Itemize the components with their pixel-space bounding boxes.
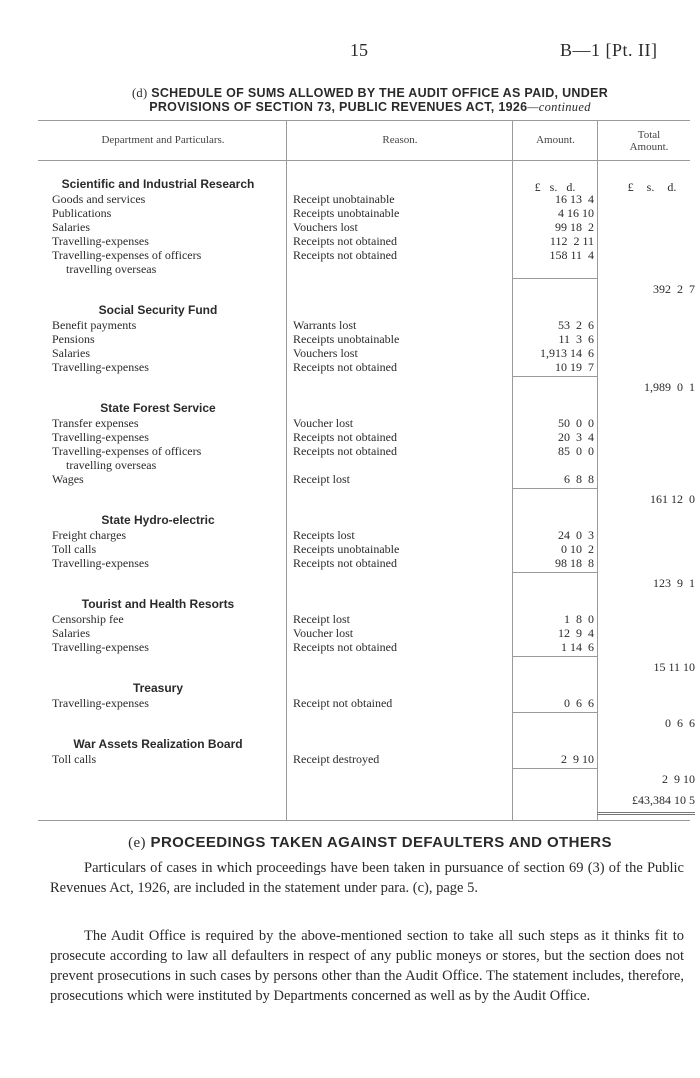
row-amount: 50 0 0 — [558, 416, 594, 430]
section-e-paragraph-2: The Audit Office is required by the above-mentioned section to take all such steps as it thinks fit to prosecute according to law all defaulters in respect of any public moneys or stores, but the section does not prevent prosecutions in such cases by persons other than the Audit Office. The statement includes, therefore, prosecutions which were instituted by Departments concerned as well as by the Audit Office. — [50, 928, 684, 1004]
section-heading: Tourist and Health Resorts — [81, 597, 235, 611]
row-item: Wages — [52, 472, 84, 486]
row-reason: Receipt lost — [293, 612, 350, 626]
row-item: Censorship fee — [52, 612, 124, 626]
section-heading: War Assets Realization Board — [73, 737, 243, 751]
subtotal-rule — [512, 656, 597, 657]
row-item: Toll calls — [52, 542, 97, 556]
schedule-continued: —continued — [527, 100, 591, 114]
row-amount: 53 2 6 — [558, 318, 594, 332]
row-reason: Receipts not obtained — [293, 444, 397, 458]
row-amount: 158 11 4 — [549, 248, 594, 262]
column-header-amount: Amount. — [536, 134, 575, 146]
row-amount: 1 8 0 — [564, 612, 594, 626]
row-amount: 24 0 3 — [558, 528, 594, 542]
row-item: Publications — [52, 206, 112, 220]
currency-pound-total: £ — [627, 180, 634, 194]
currency-pence-total: d. — [667, 180, 677, 194]
row-reason: Receipts unobtainable — [293, 542, 400, 556]
row-item: Travelling-expenses — [52, 234, 149, 248]
row-amount: 85 0 0 — [558, 444, 594, 458]
row-item: Benefit payments — [52, 318, 137, 332]
grand-total: £43,384 10 5 — [632, 793, 695, 807]
section-e-paragraph-1: Particulars of cases in which proceedings have been taken in pursuance of section 69 (3) of the Public Revenues Act, 1926, are included in the statement under para. (c), page 5. — [50, 860, 684, 896]
section-total: 15 11 10 — [653, 660, 695, 674]
row-amount: 98 18 8 — [555, 556, 594, 570]
row-item: Travelling-expenses — [52, 696, 149, 710]
column-divider-reason — [512, 120, 513, 820]
page-number: 15 — [350, 40, 368, 60]
row-item: Travelling-expenses — [52, 430, 149, 444]
row-item: Goods and services — [52, 192, 146, 206]
row-reason: Receipts unobtainable — [293, 332, 400, 346]
section-total: 1,989 0 1 — [644, 380, 695, 394]
section-heading: Treasury — [132, 681, 184, 695]
section-e-title: PROCEEDINGS TAKEN AGAINST DEFAULTERS AND OTHERS — [150, 834, 612, 851]
row-amount: 12 9 4 — [558, 626, 594, 640]
row-amount: 0 10 2 — [561, 542, 594, 556]
row-amount: 10 19 7 — [555, 360, 594, 374]
row-item: Travelling-expenses — [52, 556, 149, 570]
schedule-title — [40, 86, 700, 114]
row-reason: Receipts not obtained — [293, 430, 397, 444]
schedule-title-line1: SCHEDULE OF SUMS ALLOWED BY THE AUDIT OFFICE AS PAID, UNDER — [151, 86, 609, 100]
subtotal-rule — [512, 572, 597, 573]
row-reason: Receipt lost — [293, 472, 350, 486]
column-header-reason: Reason. — [382, 134, 418, 146]
currency-pound: £ — [534, 180, 541, 194]
schedule-title-line2: PROVISIONS OF SECTION 73, PUBLIC REVENUES ACT, 1926 — [149, 100, 528, 114]
column-header-total-line2: Amount. — [629, 141, 669, 153]
section-heading: Social Security Fund — [98, 303, 218, 317]
currency-shillings: s. — [549, 180, 558, 194]
row-amount: 112 2 11 — [549, 234, 594, 248]
row-reason: Vouchers lost — [293, 346, 358, 360]
grand-total-rule — [597, 812, 695, 815]
row-item-continuation: travelling overseas — [66, 262, 157, 276]
column-divider-dept — [286, 120, 287, 820]
subtotal-rule — [512, 488, 597, 489]
row-reason: Receipt not obtained — [293, 696, 393, 710]
row-item: Freight charges — [52, 528, 127, 542]
section-heading: State Hydro-electric — [101, 513, 215, 527]
row-item: Travelling-expenses of officers — [52, 248, 202, 262]
row-item: Travelling-expenses of officers — [52, 444, 202, 458]
row-item: Salaries — [52, 346, 90, 360]
row-amount: 2 9 10 — [561, 752, 594, 766]
row-reason: Receipts unobtainable — [293, 206, 400, 220]
currency-units-total — [610, 180, 694, 194]
table-top-rule — [38, 120, 690, 121]
subtotal-rule — [512, 278, 597, 279]
page-reference: B—1 [Pt. II] — [560, 40, 658, 60]
currency-pence: d. — [566, 180, 576, 194]
row-amount: 0 6 6 — [564, 696, 594, 710]
section-total: 0 6 6 — [665, 716, 695, 730]
table-header-rule — [38, 160, 690, 161]
subtotal-rule — [512, 712, 597, 713]
row-item: Pensions — [52, 332, 95, 346]
table-bottom-rule — [38, 820, 690, 821]
row-amount: 20 3 4 — [558, 430, 594, 444]
row-amount: 1 14 6 — [561, 640, 594, 654]
section-total: 2 9 10 — [662, 772, 695, 786]
section-total: 123 9 1 — [653, 576, 695, 590]
column-header-dept: Department and Particulars. — [101, 134, 225, 146]
row-amount: 11 3 6 — [558, 332, 594, 346]
section-e-label: (e) — [128, 835, 146, 851]
row-item: Transfer expenses — [52, 416, 139, 430]
row-reason: Vouchers lost — [293, 220, 358, 234]
row-reason: Receipts not obtained — [293, 360, 397, 374]
currency-shillings-total: s. — [646, 180, 655, 194]
row-item: Toll calls — [52, 752, 97, 766]
row-item-continuation: travelling overseas — [66, 458, 157, 472]
row-item: Salaries — [52, 220, 90, 234]
row-reason: Receipts lost — [293, 528, 355, 542]
row-reason: Receipts not obtained — [293, 234, 397, 248]
row-amount: 1,913 14 6 — [540, 346, 594, 360]
row-amount: 4 16 10 — [558, 206, 594, 220]
row-item: Travelling-expenses — [52, 640, 149, 654]
column-header-total — [599, 129, 699, 153]
section-heading: State Forest Service — [100, 401, 216, 415]
column-header-total-line1: Total — [637, 129, 661, 141]
section-total: 161 12 0 — [650, 492, 695, 506]
schedule-label: (d) — [131, 86, 148, 100]
section-heading: Scientific and Industrial Research — [61, 177, 255, 191]
row-amount: 16 13 4 — [555, 192, 594, 206]
row-reason: Voucher lost — [293, 626, 354, 640]
section-total: 392 2 7 — [653, 282, 695, 296]
row-amount: 6 8 8 — [564, 472, 594, 486]
subtotal-rule — [512, 376, 597, 377]
row-reason: Receipts not obtained — [293, 640, 397, 654]
row-reason: Receipts not obtained — [293, 556, 397, 570]
row-reason: Receipt destroyed — [293, 752, 380, 766]
row-reason: Receipt unobtainable — [293, 192, 395, 206]
row-item: Salaries — [52, 626, 90, 640]
column-divider-amount — [597, 120, 598, 820]
row-reason: Voucher lost — [293, 416, 354, 430]
row-reason: Receipts not obtained — [293, 248, 397, 262]
section-e-heading — [40, 834, 700, 852]
subtotal-rule — [512, 768, 597, 769]
row-reason: Warrants lost — [293, 318, 357, 332]
row-amount: 99 18 2 — [555, 220, 594, 234]
row-item: Travelling-expenses — [52, 360, 149, 374]
